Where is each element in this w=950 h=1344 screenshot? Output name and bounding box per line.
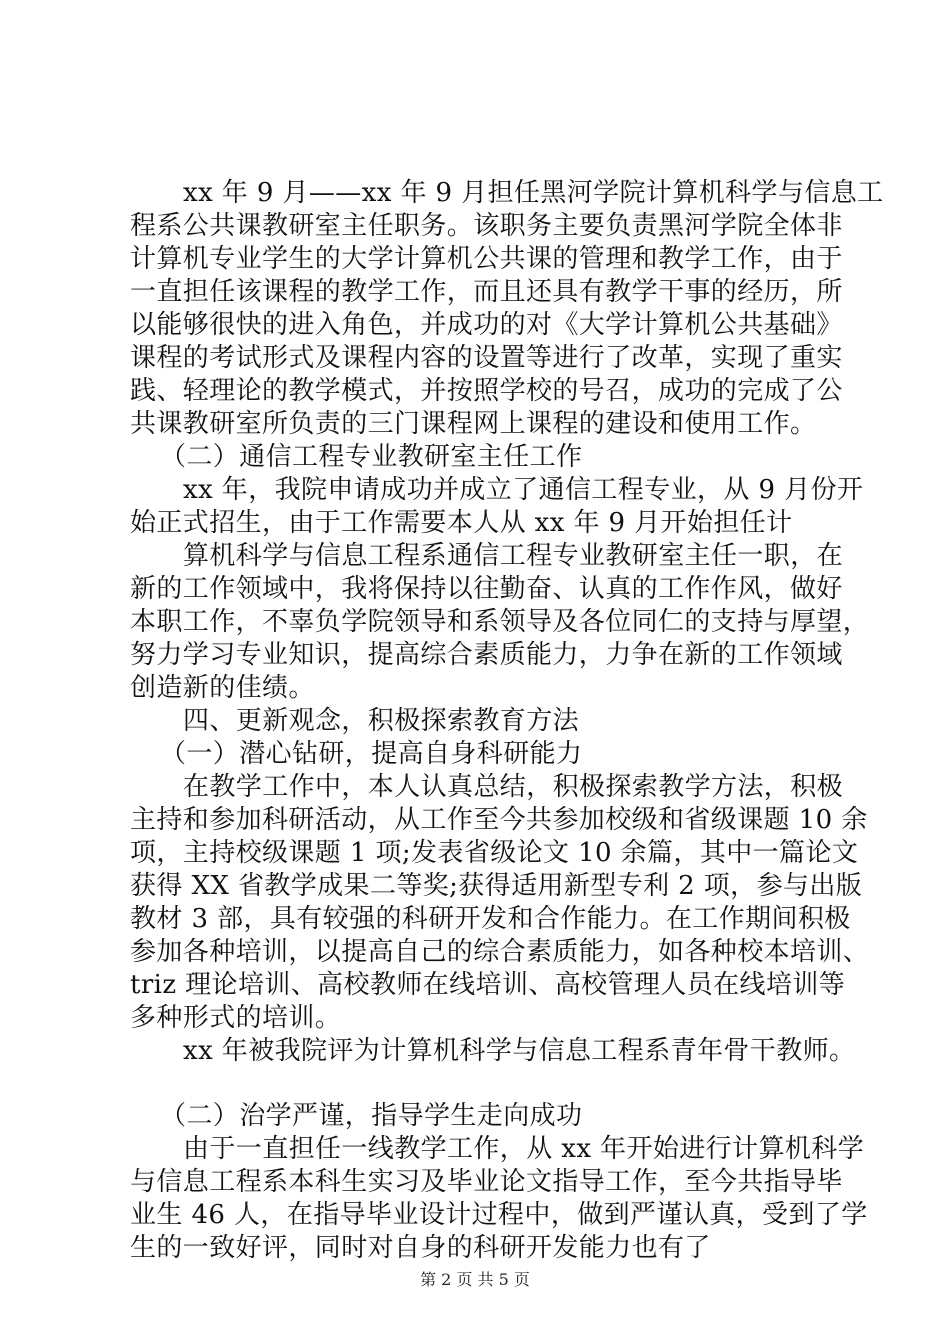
paragraph-line: 主持和参加科研活动，从工作至今共参加校级和省级课题 10 余 — [130, 805, 868, 835]
paragraph-line: 践、轻理论的教学模式，并按照学校的号召，成功的完成了公 — [130, 376, 843, 406]
paragraph-line: 一直担任该课程的教学工作，而且还具有教学干事的经历，所 — [130, 277, 843, 307]
paragraph-line: 共课教研室所负责的三门课程网上课程的建设和使用工作。 — [130, 409, 817, 439]
paragraph-line: 与信息工程系本科生实习及毕业论文指导工作，至今共指导毕 — [130, 1167, 843, 1197]
paragraph-line: xx 年，我院申请成功并成立了通信工程专业，从 9 月份开 — [183, 475, 864, 505]
section-heading: （一）潜心钻研，提高自身科研能力 — [160, 739, 583, 769]
section-heading: （二）治学严谨，指导学生走向成功 — [160, 1101, 583, 1131]
paragraph-line: 本职工作，不辜负学院领导和系领导及各位同仁的支持与厚望， — [130, 607, 870, 637]
paragraph-line: 努力学习专业知识，提高综合素质能力，力争在新的工作领域 — [130, 640, 843, 670]
paragraph-line: 教材 3 部，具有较强的科研开发和合作能力。在工作期间积极 — [130, 904, 851, 934]
paragraph-line: 由于一直担任一线教学工作，从 xx 年开始进行计算机科学 — [183, 1134, 865, 1164]
section-heading: （二）通信工程专业教研室主任工作 — [160, 442, 583, 472]
paragraph-line: 算机科学与信息工程系通信工程专业教研室主任一职，在 — [183, 541, 844, 571]
paragraph-line: xx 年被我院评为计算机科学与信息工程系青年骨干教师。 — [183, 1036, 856, 1066]
paragraph-line: 新的工作领域中，我将保持以往勤奋、认真的工作作风，做好 — [130, 574, 843, 604]
paragraph-line: xx 年 9 月——xx 年 9 月担任黑河学院计算机科学与信息工 — [183, 178, 884, 208]
paragraph-line: 程系公共课教研室主任职务。该职务主要负责黑河学院全体非 — [130, 211, 843, 241]
paragraph-line: 获得 XX 省教学成果二等奖;获得适用新型专利 2 项，参与出版 — [130, 871, 863, 901]
page-number-footer: 第 2 页 共 5 页 — [420, 1270, 530, 1289]
paragraph-line: 业生 46 人，在指导毕业设计过程中，做到严谨认真，受到了学 — [130, 1200, 868, 1230]
paragraph-line: 参加各种培训，以提高自己的综合素质能力，如各种校本培训、 — [130, 937, 870, 967]
paragraph-line: 在教学工作中，本人认真总结，积极探索教学方法，积极 — [183, 772, 844, 802]
paragraph-line: 创造新的佳绩。 — [130, 673, 315, 703]
paragraph-line: 始正式招生，由于工作需要本人从 xx 年 9 月开始担任计 — [130, 508, 793, 538]
paragraph-line: 计算机专业学生的大学计算机公共课的管理和教学工作，由于 — [130, 244, 843, 274]
section-heading: 四、更新观念，积极探索教育方法 — [183, 706, 580, 736]
paragraph-line: 多种形式的培训。 — [130, 1003, 342, 1033]
paragraph-line: 项，主持校级课题 1 项;发表省级论文 10 余篇，其中一篇论文 — [130, 838, 859, 868]
paragraph-line: 课程的考试形式及课程内容的设置等进行了改革，实现了重实 — [130, 343, 843, 373]
paragraph-line: triz 理论培训、高校教师在线培训、高校管理人员在线培训等 — [130, 970, 846, 1000]
paragraph-line: 生的一致好评，同时对自身的科研开发能力也有了 — [130, 1233, 711, 1263]
paragraph-line: 以能够很快的进入角色，并成功的对《大学计算机公共基础》 — [130, 310, 843, 340]
